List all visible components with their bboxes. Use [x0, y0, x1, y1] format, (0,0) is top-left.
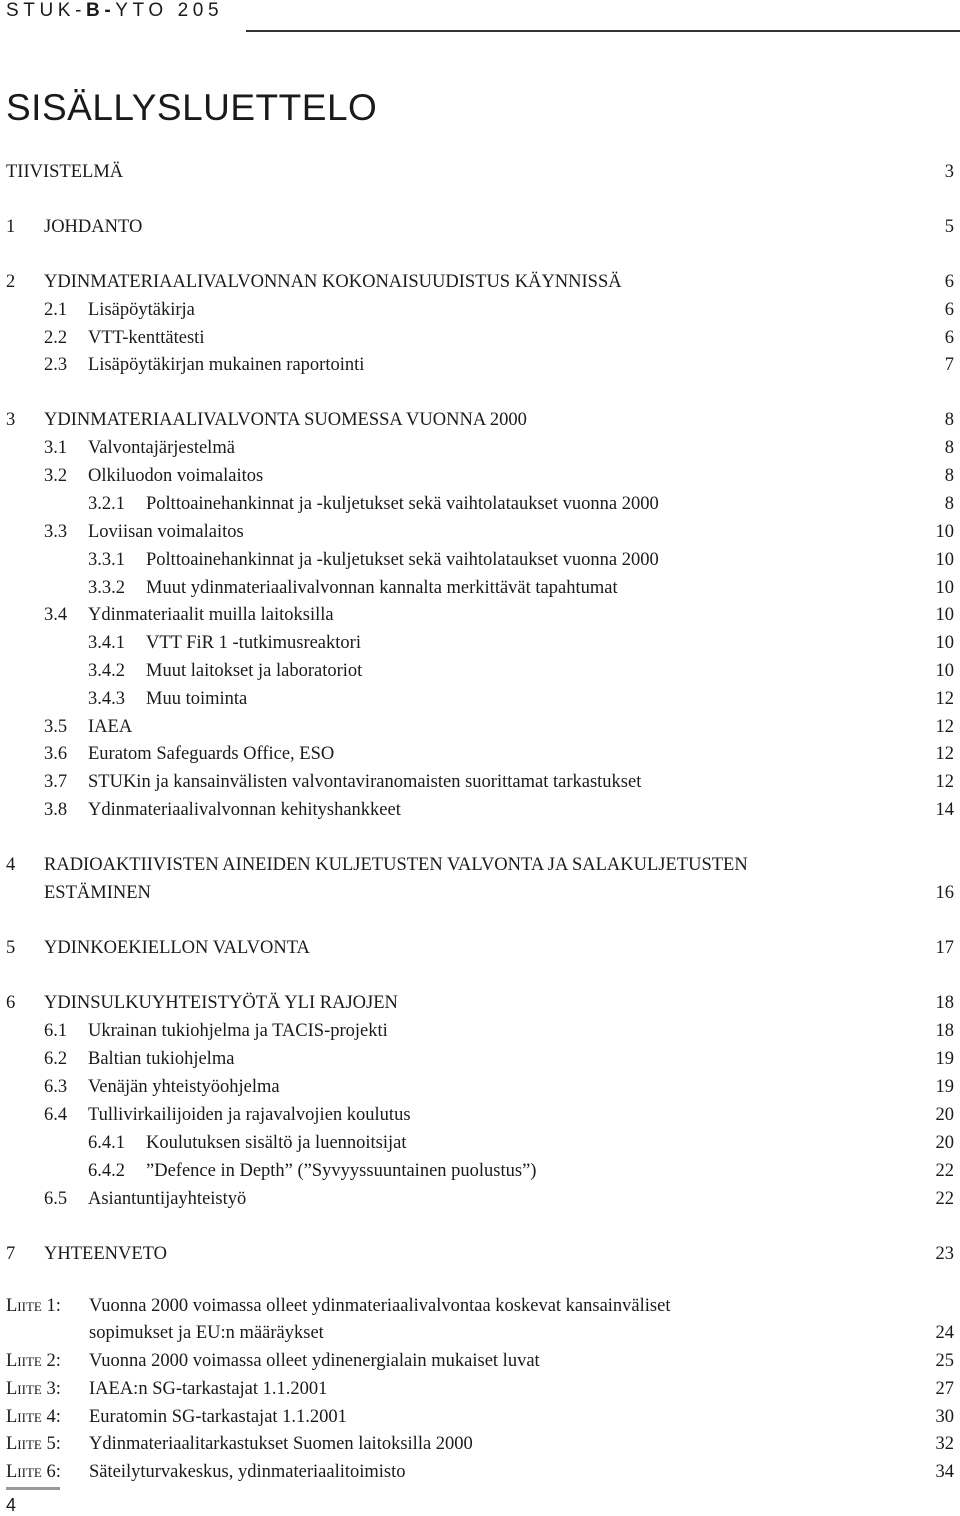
toc-entry-number: 6.2	[44, 1049, 68, 1069]
toc-entry-title: Polttoainehankinnat ja -kuljetukset sekä vaihtolataukset vuonna 2000	[146, 494, 659, 514]
appendix-title: Säteilyturvakeskus, ydinmateriaalitoimisto	[89, 1462, 406, 1482]
appendix-entry[interactable]	[0, 1430, 954, 1458]
toc-entry-title: Lisäpöytäkirjan mukainen raportointi	[88, 355, 365, 375]
appendix-page: 25	[935, 1351, 954, 1371]
toc-entry-number: 3.8	[44, 800, 68, 820]
toc-entry-page: 8	[944, 466, 954, 486]
toc-entry-page: 12	[935, 717, 954, 737]
toc-entry-number: 3	[6, 410, 16, 430]
toc-entry-page: 12	[935, 744, 954, 764]
toc-entry-page: 16	[935, 883, 954, 903]
toc-entry[interactable]	[0, 490, 954, 518]
appendix-title: Vuonna 2000 voimassa olleet ydinenergialain mukaiset luvat	[89, 1351, 540, 1371]
appendix-entry[interactable]	[0, 1458, 954, 1486]
toc-entry-title: Ydinmateriaalivalvonnan kehityshankkeet	[88, 800, 401, 820]
appendix-label: Liite 6:	[6, 1462, 61, 1482]
toc-entry[interactable]	[0, 296, 954, 324]
toc-entry[interactable]	[0, 657, 954, 685]
toc-entry[interactable]	[0, 406, 954, 434]
header-series: STUK-	[6, 0, 86, 21]
toc-entry-number: 3.5	[44, 717, 68, 737]
toc-entry-number: 1	[6, 217, 16, 237]
toc-entry-title: Olkiluodon voimalaitos	[88, 466, 264, 486]
header-series-letter: B-	[86, 0, 116, 21]
toc-entry-number: 3.4.1	[88, 633, 125, 653]
toc-entry[interactable]	[0, 1045, 954, 1073]
toc-entry[interactable]	[0, 768, 954, 796]
toc-entry-page: 8	[944, 494, 954, 514]
toc-entry-page: 10	[935, 661, 954, 681]
toc-entry-title: YDINSULKUYHTEISTYÖTÄ YLI RAJOJEN	[44, 993, 398, 1013]
toc-entry-number: 2	[6, 272, 16, 292]
toc-entry-title: Ukrainan tukiohjelma ja TACIS-projekti	[88, 1021, 388, 1041]
toc-entry[interactable]	[0, 713, 954, 741]
toc-entry-page: 18	[935, 993, 954, 1013]
toc-entry-page: 14	[935, 800, 954, 820]
toc-entry[interactable]	[0, 518, 954, 546]
toc-entry-number: 3.6	[44, 744, 68, 764]
toc-entry[interactable]	[0, 462, 954, 490]
toc-entry-title: Venäjän yhteistyöohjelma	[88, 1077, 280, 1097]
toc-entry[interactable]	[0, 740, 954, 768]
toc-entry-number: 3.3.2	[88, 578, 125, 598]
toc-entry-page: 7	[944, 355, 954, 375]
header-number: YTO 205	[115, 0, 224, 21]
toc-entry[interactable]	[0, 1129, 954, 1157]
appendix-title: IAEA:n SG-tarkastajat 1.1.2001	[89, 1379, 328, 1399]
toc-entry-page: 18	[935, 1021, 954, 1041]
page-title: SISÄLLYSLUETTELO	[6, 87, 378, 128]
toc-entry-page: 10	[935, 578, 954, 598]
toc-entry-title: TIIVISTELMÄ	[6, 162, 124, 182]
running-header	[6, 0, 960, 30]
appendix-title: sopimukset ja EU:n määräykset	[89, 1323, 324, 1343]
toc-entry-number: 3.3.1	[88, 550, 125, 570]
toc-entry[interactable]	[0, 989, 954, 1017]
toc-entry-page: 20	[935, 1105, 954, 1125]
toc-entry-number: 7	[6, 1244, 16, 1264]
toc-entry-title: Asiantuntijayhteistyö	[88, 1189, 247, 1209]
appendix-entry[interactable]	[0, 1347, 954, 1375]
toc-entry[interactable]	[0, 1157, 954, 1185]
toc-entry[interactable]	[0, 546, 954, 574]
toc-entry-title: IAEA	[88, 717, 133, 737]
appendix-page: 27	[935, 1379, 954, 1399]
toc-entry-number: 6.4.1	[88, 1133, 125, 1153]
page-number: 4	[6, 1495, 17, 1515]
toc-entry-number: 3.3	[44, 522, 68, 542]
toc-entry-page: 22	[935, 1189, 954, 1209]
toc-entry-page: 10	[935, 550, 954, 570]
toc-entry-title: Muut laitokset ja laboratoriot	[146, 661, 363, 681]
toc-entry[interactable]	[0, 434, 954, 462]
toc-entry-page: 6	[944, 300, 954, 320]
toc-entry-page: 12	[935, 772, 954, 792]
toc-entry-page: 3	[944, 162, 954, 182]
toc-entry[interactable]	[0, 934, 954, 962]
toc-entry-title: Euratom Safeguards Office, ESO	[88, 744, 335, 764]
toc-entry-title: Baltian tukiohjelma	[88, 1049, 235, 1069]
toc-entry-title: YDINMATERIAALIVALVONTA SUOMESSA VUONNA 2000	[44, 410, 527, 430]
toc-entry-title: ESTÄMINEN	[44, 883, 151, 903]
toc-entry-page: 5	[944, 217, 954, 237]
appendix-label: Liite 3:	[6, 1379, 61, 1399]
toc-entry[interactable]	[0, 1017, 954, 1045]
header-rule	[246, 30, 960, 32]
toc-entry-title: Tullivirkailijoiden ja rajavalvojien koulutus	[88, 1105, 411, 1125]
toc-entry-number: 3.4.3	[88, 689, 125, 709]
appendix-title: Vuonna 2000 voimassa olleet ydinmateriaalivalvontaa koskevat kansainväliset	[89, 1296, 671, 1316]
toc-entry-title: Ydinmateriaalit muilla laitoksilla	[88, 605, 334, 625]
toc-entry-title: VTT-kenttätesti	[88, 328, 205, 348]
toc-entry[interactable]	[0, 1073, 954, 1101]
toc-entry-page: 19	[935, 1049, 954, 1069]
appendix-label: Liite 2:	[6, 1351, 61, 1371]
toc-entry-page: 6	[944, 328, 954, 348]
toc-entry-title: Muu toiminta	[146, 689, 248, 709]
appendix-page: 34	[935, 1462, 954, 1482]
toc-entry-page: 8	[944, 410, 954, 430]
toc-entry-title: YDINMATERIAALIVALVONNAN KOKONAISUUDISTUS KÄYNNISSÄ	[44, 272, 622, 292]
appendix-entry[interactable]	[0, 1375, 954, 1403]
toc-entry-page: 10	[935, 605, 954, 625]
toc-entry[interactable]	[0, 851, 954, 879]
toc-entry-number: 6	[6, 993, 16, 1013]
toc-entry-title: Koulutuksen sisältö ja luennoitsijat	[146, 1133, 407, 1153]
toc-entry-page: 17	[935, 938, 954, 958]
toc-entry-number: 3.2	[44, 466, 68, 486]
toc-entry-page: 20	[935, 1133, 954, 1153]
toc-entry-number: 3.1	[44, 438, 68, 458]
toc-entry[interactable]	[0, 574, 954, 602]
toc-entry-number: 6.5	[44, 1189, 68, 1209]
toc-entry[interactable]	[0, 324, 954, 352]
appendix-page: 24	[935, 1323, 954, 1343]
toc-entry[interactable]	[0, 629, 954, 657]
toc-entry-title: YDINKOEKIELLON VALVONTA	[44, 938, 310, 958]
toc-entry-number: 2.1	[44, 300, 68, 320]
appendix-label: Liite 5:	[6, 1434, 61, 1454]
toc-entry-number: 2.3	[44, 355, 68, 375]
appendix-label: Liite 4:	[6, 1407, 61, 1427]
toc-entry-title: JOHDANTO	[44, 217, 143, 237]
toc-entry[interactable]	[0, 879, 954, 907]
appendix-entry[interactable]	[0, 1319, 954, 1347]
toc-entry-title: VTT FiR 1 -tutkimusreaktori	[146, 633, 361, 653]
toc-entry-number: 3.4	[44, 605, 68, 625]
toc-entry-page: 10	[935, 522, 954, 542]
toc-entry-title: STUKin ja kansainvälisten valvontaviranomaisten suorittamat tarkastukset	[88, 772, 642, 792]
toc-entry-number: 3.4.2	[88, 661, 125, 681]
toc-entry-number: 3.2.1	[88, 494, 125, 514]
toc-entry-number: 6.4.2	[88, 1161, 125, 1181]
appendix-title: Euratomin SG-tarkastajat 1.1.2001	[89, 1407, 347, 1427]
appendix-title: Ydinmateriaalitarkastukset Suomen laitoksilla 2000	[89, 1434, 473, 1454]
toc-entry[interactable]	[0, 796, 954, 824]
toc-entry-page: 10	[935, 633, 954, 653]
toc-entry-title: ”Defence in Depth” (”Syvyyssuuntainen puolustus”)	[146, 1161, 537, 1181]
toc-entry[interactable]	[0, 1240, 954, 1268]
appendix-label: Liite 1:	[6, 1296, 61, 1316]
footer-rule	[6, 1487, 60, 1490]
toc-entry-title: Polttoainehankinnat ja -kuljetukset sekä vaihtolataukset vuonna 2000	[146, 550, 659, 570]
toc-entry[interactable]	[0, 268, 954, 296]
toc-entry-title: RADIOAKTIIVISTEN AINEIDEN KULJETUSTEN VALVONTA JA SALAKULJETUSTEN	[44, 855, 748, 875]
toc-entry-page: 19	[935, 1077, 954, 1097]
toc-entry[interactable]	[0, 1185, 954, 1213]
toc-entry-number: 5	[6, 938, 16, 958]
toc-entry-page: 22	[935, 1161, 954, 1181]
appendix-page: 32	[935, 1434, 954, 1454]
toc-entry-title: Valvontajärjestelmä	[88, 438, 235, 458]
toc-entry[interactable]	[0, 351, 954, 379]
appendix-entry[interactable]	[0, 1292, 954, 1320]
toc-entry[interactable]	[0, 213, 954, 241]
toc-entry-title: YHTEENVETO	[44, 1244, 167, 1264]
toc-entry-title: Lisäpöytäkirja	[88, 300, 195, 320]
toc-entry-number: 3.7	[44, 772, 68, 792]
toc-entry-page: 23	[935, 1244, 954, 1264]
toc-entry-page: 6	[944, 272, 954, 292]
toc-entry-title: Loviisan voimalaitos	[88, 522, 244, 542]
appendix-entry[interactable]	[0, 1403, 954, 1431]
toc-entry-number: 6.1	[44, 1021, 68, 1041]
appendix-page: 30	[935, 1407, 954, 1427]
toc-entry-page: 12	[935, 689, 954, 709]
toc-entry-page: 8	[944, 438, 954, 458]
toc-entry[interactable]	[0, 158, 954, 186]
toc-entry-number: 6.4	[44, 1105, 68, 1125]
toc-entry-number: 6.3	[44, 1077, 68, 1097]
toc-entry-number: 2.2	[44, 328, 68, 348]
toc-entry[interactable]	[0, 685, 954, 713]
toc-entry[interactable]	[0, 1101, 954, 1129]
toc-entry[interactable]	[0, 601, 954, 629]
toc-entry-title: Muut ydinmateriaalivalvonnan kannalta merkittävät tapahtumat	[146, 578, 618, 598]
toc-entry-number: 4	[6, 855, 16, 875]
